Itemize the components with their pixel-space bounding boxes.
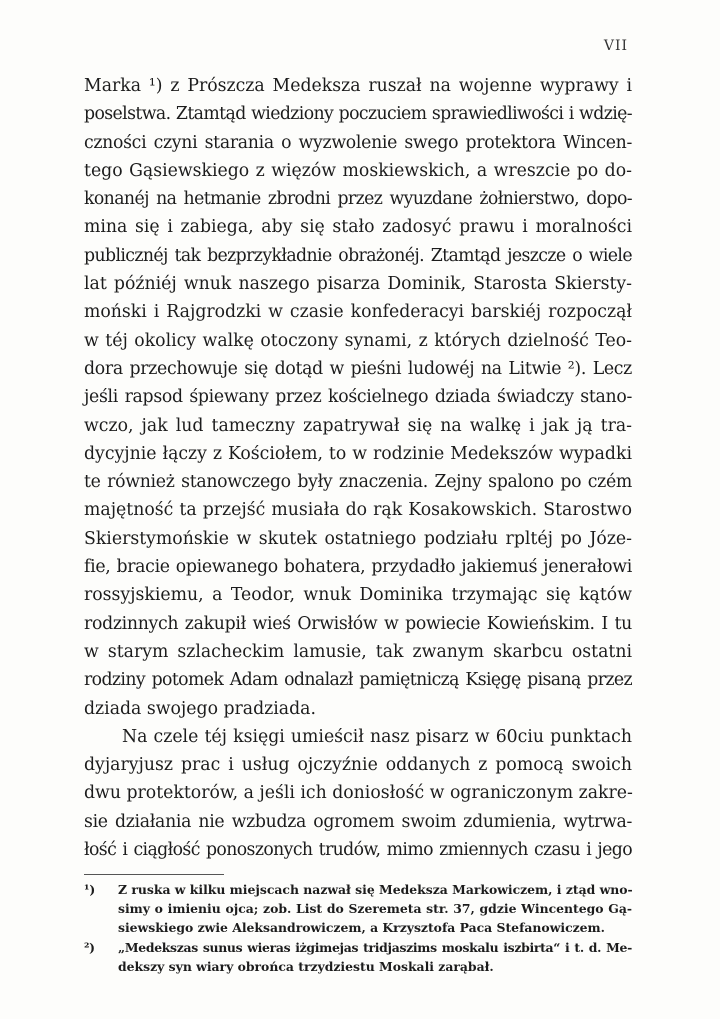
footnote-line: siewskiego zwie Aleksandrowiczem, a Krzysztofa Paca Stefanowiczem. — [118, 920, 605, 936]
text-line: tego Gąsiewskiego z więzów moskiewskich, a wreszcie po do- — [84, 160, 632, 181]
text-line: wczo, jak lud tameczny zapatrywał się na walkę i jak ją tra- — [84, 415, 632, 436]
text-line: rodziny potomek Adam odnalazł pamiętniczą Księgę pisaną przez — [84, 670, 632, 691]
text-line: sie działania nie wzbudza ogromem swoim zdumienia, wytrwa- — [84, 811, 632, 832]
footnote-line — [84, 880, 632, 899]
text-line: Skierstymońskie w skutek ostatniego podziału rpltéj po Józe- — [84, 528, 632, 549]
text-line: fie, bracie opiewanego bohatera, przydadło jakiemuś jenerałowi — [84, 557, 632, 578]
text-line: lat późniéj wnuk naszego pisarza Dominik, Starosta Skiersty- — [84, 274, 632, 295]
text-line: moński i Rajgrodzki w czasie konfederacyi barskiéj rozpoczął — [84, 302, 632, 323]
text-line: mina się i zabiega, aby się stało zadosyć prawu i moralności — [84, 217, 632, 238]
footnote-line: simy o imieniu ojca; zob. List do Szeremeta str. 37, gdzie Wincentego Gą- — [118, 901, 632, 917]
text-line: konanéj na hetmanie zbrodni przez wyuzdane żołnierstwo, dopo- — [84, 189, 632, 210]
text-line: łość i ciągłość ponoszonych trudów, mimo zmiennych czasu i jego — [84, 840, 632, 861]
text-line: czności czyni starania o wyzwolenie swego protektora Wincen- — [84, 132, 632, 153]
footnote-text: Z ruska w kilku miejscach nazwał się Medeksza Markowiczem, i ztąd wno- — [118, 882, 633, 897]
text-line: publicznéj tak bezprzykładnie obrażonéj. Ztamtąd jeszcze o wiele — [84, 245, 632, 266]
footnote-2 — [84, 938, 632, 976]
text-line: jeśli rapsod śpiewany przez kościelnego dziada świadczy stano- — [84, 387, 632, 408]
text-line: dyjaryjusz prac i usług ojczyźnie oddanych z pomocą swoich — [84, 755, 632, 776]
text-line: poselstwa. Ztamtąd wiedziony poczuciem sprawiedliwości i wdzię- — [84, 104, 632, 125]
text-line: dora przechowuje się dotąd w pieśni ludowéj na Litwie ²). Lecz — [84, 358, 632, 379]
footnotes — [84, 880, 632, 976]
text-line: te również stanowczego były znaczenia. Zejny spalono po czém — [84, 472, 632, 493]
footnote-1 — [84, 880, 632, 938]
text-line: majętność ta przejść musiała do rąk Kosakowskich. Starostwo — [84, 500, 632, 521]
text-line: dwu protektorów, a jeśli ich doniosłość w ograniczonym zakre- — [84, 783, 633, 804]
text-line: Marka ¹) z Prószcza Medeksza ruszał na wojenne wyprawy i — [84, 76, 632, 96]
footnote-line — [84, 938, 632, 957]
footnote-mark: ²) — [84, 939, 95, 955]
text-line: rodzinnych zakupił wieś Orwisłów w powiecie Kowieńskim. I tu — [84, 613, 632, 634]
text-line: w starym szlacheckim lamusie, tak zwanym skarbcu ostatni — [84, 641, 632, 662]
footnote-text: „Medekszas sunus wieras iżgimejas tridjaszims moskalu iszbirta“ i t. d. Me- — [118, 939, 632, 955]
text-line: w téj okolicy walkę otoczony synami, z których dzielność Teo- — [84, 330, 632, 351]
body-text — [84, 72, 632, 864]
footnote-line: dekszy syn wiary obrońca trzydziestu Moskali zarąbał. — [118, 958, 494, 974]
text-line: dycyjnie łączy z Kościołem, to w rodzinie Medekszów wypadki — [84, 443, 632, 464]
paragraph-end-line: dziada swojego pradziada. — [84, 698, 316, 719]
page-number: VII — [603, 38, 628, 54]
paragraph-start-line: Na czele téj księgi umieścił nasz pisarz w 60ciu punktach — [122, 726, 632, 747]
footnote-mark: ¹) — [84, 882, 96, 897]
text-line: rossyjskiemu, a Teodor, wnuk Dominika trzymając się kątów — [84, 585, 632, 606]
footnote-divider — [84, 874, 224, 875]
